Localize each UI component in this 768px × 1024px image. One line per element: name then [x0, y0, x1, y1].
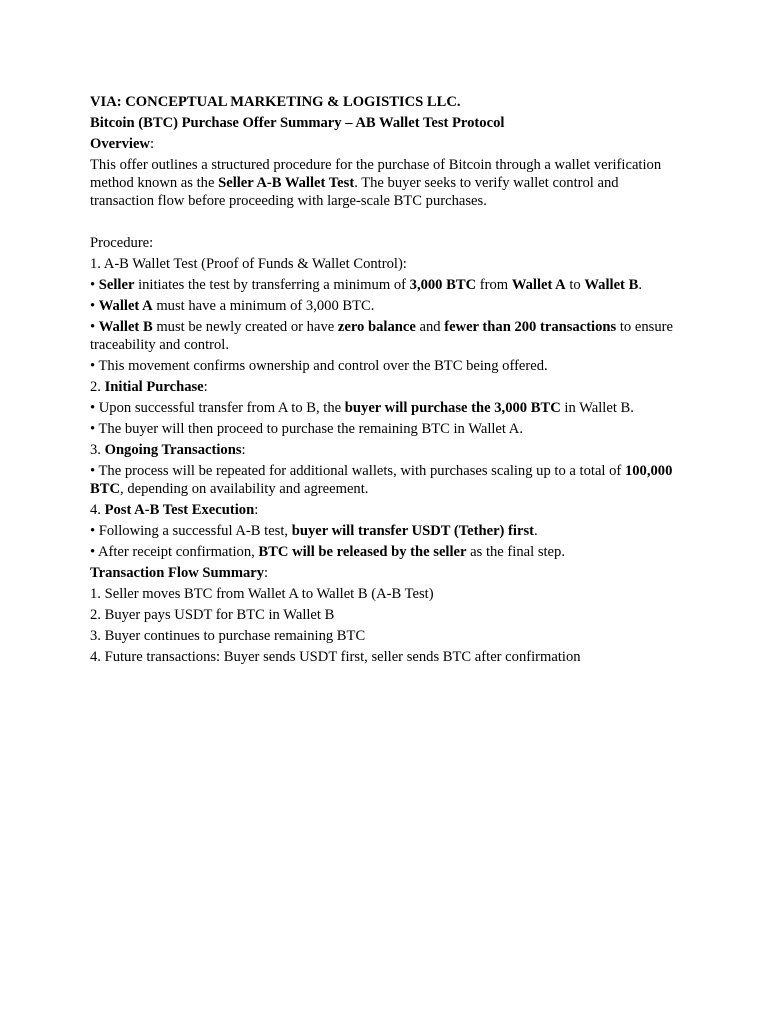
blank-line [90, 210, 680, 231]
summary-item-3: 3. Buyer continues to purchase remaining BTC [90, 628, 366, 644]
bold-usdt: buyer will transfer USDT (Tether) first [291, 523, 534, 539]
procedure-label: Procedure: [90, 235, 154, 251]
step1-bullet-4: • This movement confirms ownership and control over the BTC being offered. [90, 358, 548, 374]
step-colon: : [241, 442, 246, 458]
bullet: • [90, 400, 99, 416]
title-text: Bitcoin (BTC) Purchase Offer Summary – AB Wallet Test Protocol [90, 115, 505, 131]
bullet-text: to ensure traceability and control. [90, 319, 673, 353]
step2-heading [90, 378, 680, 396]
bullet-text: in Wallet B. [560, 400, 634, 416]
overview-heading-text: Overview [90, 136, 150, 152]
bullet-text: initiates the test by transferring a minimum of [134, 277, 410, 293]
step1-bullet-2 [90, 297, 680, 315]
bullet-text: • The process will be repeated for additional wallets, with purchases scaling up to a total of [90, 463, 625, 479]
bullet-text: must have a minimum of 3,000 BTC. [152, 298, 375, 314]
step-number: 3. [90, 442, 105, 458]
bold-wallet-a: Wallet A [511, 277, 566, 293]
step-number: 2. [90, 379, 105, 395]
summary-colon: : [264, 565, 269, 581]
bullet-text: , depending on availability and agreement. [120, 481, 369, 497]
step-heading-text: Ongoing Transactions [104, 442, 242, 458]
step1-bullet-3 [90, 318, 680, 354]
overview-text-2: . The buyer seeks to verify wallet control and transaction flow before proceeding with large-scale BTC purchases. [90, 175, 619, 209]
via-line [90, 93, 680, 111]
step4-bullet-1 [90, 522, 680, 540]
step2-bullet-1 [90, 399, 680, 417]
bullet-text: from [476, 277, 512, 293]
bold-release: BTC will be released by the seller [258, 544, 467, 560]
bullet: • [90, 298, 99, 314]
summary-heading [90, 564, 680, 582]
bullet: • [90, 319, 99, 335]
step4-heading [90, 501, 680, 519]
overview-heading [90, 135, 680, 153]
document-title [90, 114, 680, 132]
bold-wallet-b: Wallet B [584, 277, 639, 293]
step3-heading [90, 441, 680, 459]
bullet-text: Following a successful A-B test, [98, 523, 292, 539]
step-colon: : [254, 502, 259, 518]
bold-total: 100,000 BTC [90, 463, 673, 497]
bullet: • [90, 544, 98, 560]
step1-heading: 1. A-B Wallet Test (Proof of Funds & Wallet Control): [90, 256, 407, 272]
via-text: VIA: CONCEPTUAL MARKETING & LOGISTICS LLC. [90, 94, 461, 110]
document-body [90, 93, 680, 666]
step-colon: : [203, 379, 208, 395]
bullet-text: to [565, 277, 585, 293]
overview-bold-1: Seller A-B Wallet Test [218, 175, 355, 191]
summary-item-4: 4. Future transactions: Buyer sends USDT first, seller sends BTC after confirmation [90, 649, 581, 665]
bold-seller: Seller [98, 277, 135, 293]
step-heading-text: Initial Purchase [104, 379, 204, 395]
step-heading-text: Post A-B Test Execution [104, 502, 255, 518]
summary-item-1: 1. Seller moves BTC from Wallet A to Wallet B (A-B Test) [90, 586, 434, 602]
bullet-text: as the final step. [466, 544, 565, 560]
bullet-text: . [533, 523, 538, 539]
bullet: • [90, 277, 99, 293]
overview-paragraph [90, 156, 680, 210]
bullet: • [90, 523, 99, 539]
bold-wallet-b: Wallet B [98, 319, 153, 335]
bold-wallet-a: Wallet A [98, 298, 153, 314]
bold-purchase: buyer will purchase the 3,000 BTC [344, 400, 561, 416]
bullet-text: . [638, 277, 642, 293]
bullet-text: must be newly created or have [152, 319, 338, 335]
bold-amount: 3,000 BTC [409, 277, 477, 293]
overview-colon: : [149, 136, 155, 152]
step1-bullet-1 [90, 276, 680, 294]
bullet-text: and [415, 319, 445, 335]
step3-bullet-1 [90, 462, 680, 498]
summary-item-2: 2. Buyer pays USDT for BTC in Wallet B [90, 607, 335, 623]
step4-bullet-2 [90, 543, 680, 561]
summary-heading-text: Transaction Flow Summary [90, 565, 265, 581]
step2-bullet-2: • The buyer will then proceed to purchase the remaining BTC in Wallet A. [90, 421, 523, 437]
step-number: 4. [90, 502, 105, 518]
bold-zero-balance: zero balance [337, 319, 416, 335]
overview-text-1: This offer outlines a structured procedure for the purchase of Bitcoin through a wallet verification method known as the [90, 157, 662, 191]
bullet-text: After receipt confirmation, [97, 544, 259, 560]
bold-transactions: fewer than 200 transactions [444, 319, 617, 335]
bullet-text: Upon successful transfer from A to B, the [98, 400, 345, 416]
